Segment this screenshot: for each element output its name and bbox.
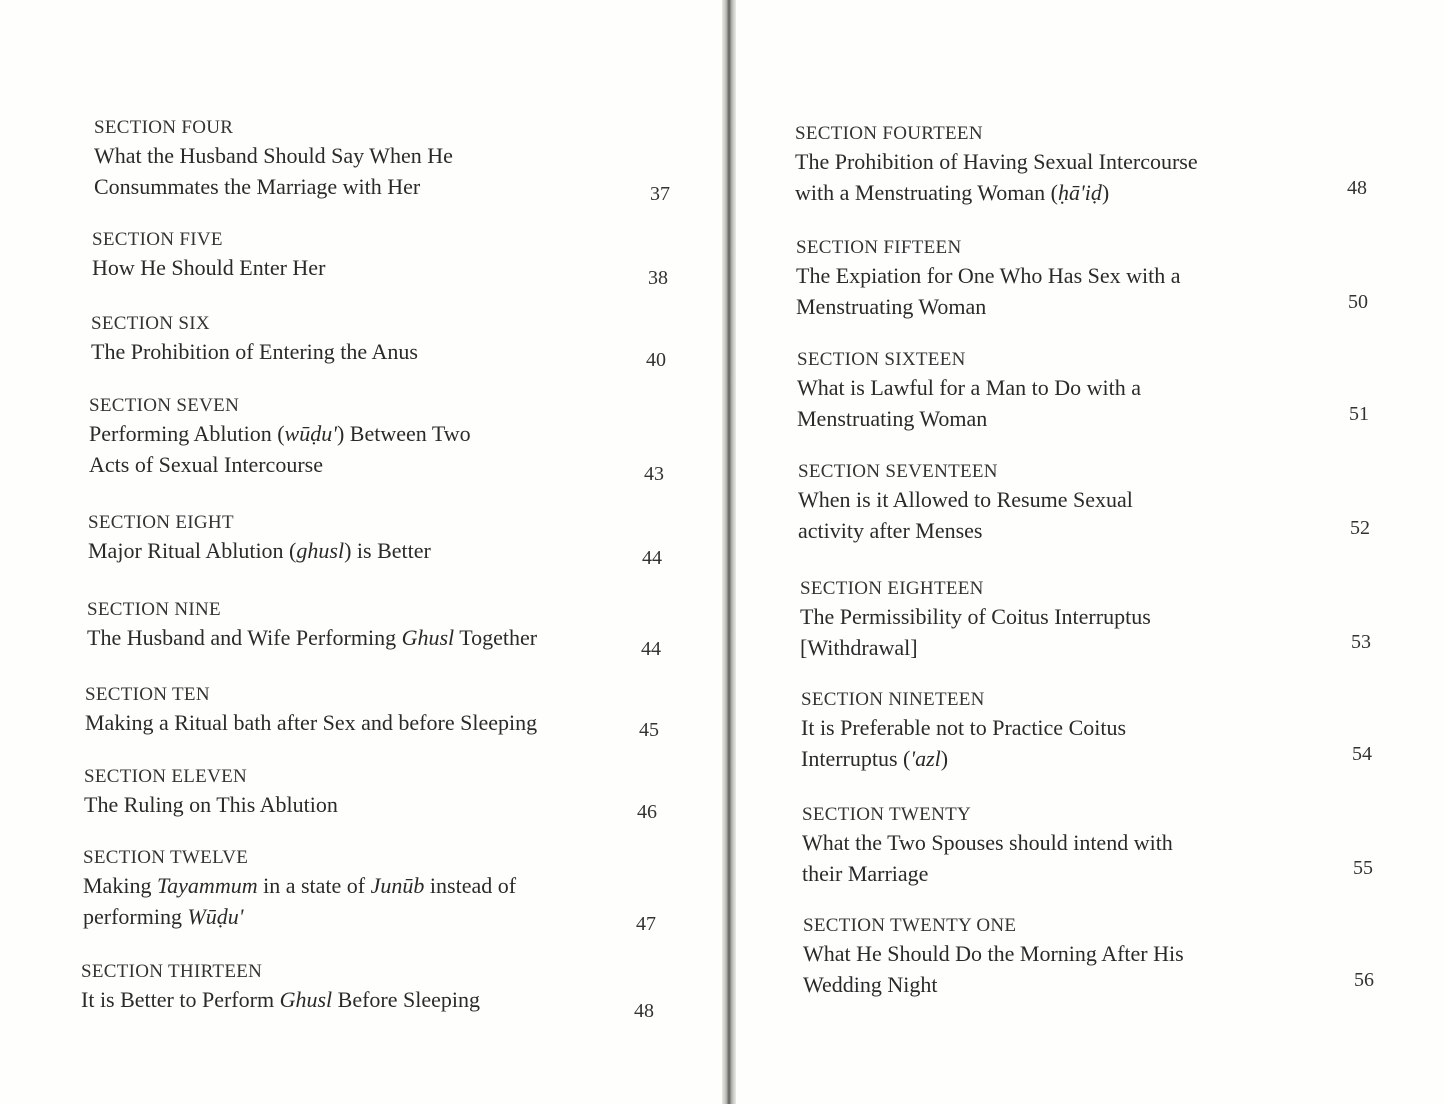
section-heading: SECTION ELEVEN [84, 766, 248, 787]
page-number: 44 [642, 547, 662, 569]
left-page [0, 0, 722, 1104]
toc-entry[interactable] [801, 688, 1126, 774]
title-text: [Withdrawal] [800, 635, 918, 660]
toc-entry[interactable] [89, 394, 471, 480]
right-page [736, 0, 1445, 1104]
title-text: Before Sleeping [332, 987, 480, 1012]
title-text: ) is Better [344, 538, 431, 563]
title-text: Menstruating Woman [796, 294, 987, 319]
title-text: What the Two Spouses should intend with [802, 830, 1173, 855]
toc-entry[interactable] [87, 598, 537, 653]
toc-entry[interactable] [88, 511, 431, 566]
entry-title-line [800, 632, 1151, 663]
section-heading: SECTION EIGHTEEN [800, 578, 984, 599]
toc-entry[interactable] [800, 577, 1151, 663]
title-text: The Prohibition of Entering the Anus [91, 339, 418, 364]
toc-entry[interactable] [795, 122, 1198, 208]
title-text: instead of [424, 873, 517, 898]
title-text: The Prohibition of Having Sexual Intercourse [795, 149, 1198, 174]
section-title [91, 336, 418, 367]
entry-title-line [81, 984, 480, 1015]
title-italic-term: ḥā'iḍ [1058, 180, 1102, 205]
title-text: It is Preferable not to Practice Coitus [801, 715, 1127, 740]
page-number: 38 [648, 267, 668, 289]
title-text: Performing Ablution ( [89, 421, 285, 446]
section-heading: SECTION EIGHT [88, 512, 234, 533]
title-italic-term: 'azl [910, 746, 941, 771]
title-text: When is it Allowed to Resume Sexual [798, 487, 1133, 512]
title-text: How He Should Enter Her [92, 255, 326, 280]
title-italic-term: Ghusl [401, 625, 455, 650]
title-text: The Ruling on This Ablution [84, 792, 338, 817]
page-number: 53 [1351, 631, 1371, 653]
section-heading: SECTION FOUR [94, 117, 234, 138]
title-italic-term: Ghusl [279, 987, 333, 1012]
page-number: 44 [641, 638, 661, 660]
section-title [795, 146, 1198, 208]
entry-title-line [85, 707, 537, 738]
entry-title-line [802, 858, 1173, 889]
entry-title-line [803, 969, 1184, 1000]
section-title [796, 260, 1181, 322]
title-text: Menstruating Woman [797, 406, 988, 431]
title-italic-term: Wūḍu' [187, 904, 244, 929]
section-title [797, 372, 1141, 434]
title-text: performing [83, 904, 188, 929]
title-text: It is Better to Perform [81, 987, 280, 1012]
title-text: Major Ritual Ablution ( [88, 538, 297, 563]
title-italic-term: wūḍu' [284, 421, 337, 446]
section-title [83, 870, 516, 932]
section-title [81, 984, 480, 1015]
toc-entry[interactable] [802, 803, 1173, 889]
entry-title-line [796, 291, 1181, 322]
section-title [84, 789, 338, 820]
title-text: their Marriage [802, 861, 929, 886]
title-text: Acts of Sexual Intercourse [89, 452, 323, 477]
title-text: Interruptus ( [801, 746, 911, 771]
entry-title-line [83, 901, 516, 932]
page-number: 47 [636, 913, 656, 935]
toc-entry[interactable] [84, 765, 338, 820]
entry-title-line [801, 743, 1126, 774]
entry-title-line [94, 140, 453, 171]
section-title [800, 601, 1151, 663]
entry-title-line [803, 938, 1184, 969]
entry-title-line [795, 177, 1198, 208]
entry-title-line [798, 515, 1133, 546]
toc-entry[interactable] [796, 236, 1181, 322]
entry-title-line [795, 146, 1198, 177]
title-text: The Expiation for One Who Has Sex with a [796, 263, 1181, 288]
section-heading: SECTION NINE [87, 599, 221, 620]
entry-title-line [88, 535, 431, 566]
section-heading: SECTION FOURTEEN [795, 123, 983, 144]
title-text: Making a Ritual bath after Sex and before Sleeping [85, 710, 538, 735]
title-text: The Husband and Wife Performing [87, 625, 402, 650]
title-text: with a Menstruating Woman ( [795, 180, 1059, 205]
page-number: 50 [1348, 291, 1368, 313]
section-heading: SECTION NINETEEN [801, 689, 985, 710]
title-text: What is Lawful for a Man to Do with a [797, 375, 1141, 400]
toc-entry[interactable] [92, 228, 325, 283]
section-heading: SECTION THIRTEEN [81, 961, 263, 982]
section-title [85, 707, 537, 738]
section-title [89, 418, 471, 480]
page-number: 40 [646, 349, 666, 371]
entry-title-line [94, 171, 453, 202]
title-text: ) Between Two [336, 421, 471, 446]
entry-title-line [89, 418, 471, 449]
section-heading: SECTION SEVENTEEN [798, 461, 998, 482]
toc-entry[interactable] [83, 846, 516, 932]
entry-title-line [92, 252, 325, 283]
title-italic-term: ghusl [296, 538, 345, 563]
page-number: 45 [639, 719, 659, 741]
page-number: 54 [1352, 743, 1372, 765]
title-text: Making [83, 873, 157, 898]
title-text: What the Husband Should Say When He [94, 143, 453, 168]
page-number: 37 [650, 183, 670, 205]
section-title [94, 140, 453, 202]
title-italic-term: Junūb [370, 873, 425, 898]
page-number: 43 [644, 463, 664, 485]
toc-entry[interactable] [94, 116, 453, 202]
section-heading: SECTION TEN [85, 684, 210, 705]
page-number: 55 [1353, 857, 1373, 879]
toc-entry[interactable] [85, 683, 537, 738]
title-text: activity after Menses [798, 518, 983, 543]
entry-title-line [89, 449, 471, 480]
section-title [92, 252, 325, 283]
section-title [803, 938, 1184, 1000]
title-italic-term: Tayammum [156, 873, 258, 898]
title-text: The Permissibility of Coitus Interruptus [800, 604, 1151, 629]
toc-entry[interactable] [803, 914, 1184, 1000]
entry-title-line [798, 484, 1133, 515]
toc-entry[interactable] [91, 312, 418, 367]
entry-title-line [800, 601, 1151, 632]
page-number: 51 [1349, 403, 1369, 425]
entry-title-line [796, 260, 1181, 291]
page-number: 56 [1354, 969, 1374, 991]
section-heading: SECTION TWENTY ONE [803, 915, 1017, 936]
section-heading: SECTION SEVEN [89, 395, 240, 416]
entry-title-line [797, 403, 1141, 434]
section-heading: SECTION FIFTEEN [796, 237, 962, 258]
entry-title-line [797, 372, 1141, 403]
entry-title-line [91, 336, 418, 367]
section-heading: SECTION FIVE [92, 229, 223, 250]
title-text: Consummates the Marriage with Her [94, 174, 421, 199]
toc-entry[interactable] [797, 348, 1141, 434]
section-heading: SECTION SIXTEEN [797, 349, 966, 370]
entry-title-line [83, 870, 516, 901]
page-number: 46 [637, 801, 657, 823]
entry-title-line [801, 712, 1126, 743]
book-spine [722, 0, 736, 1104]
title-text: What He Should Do the Morning After His [803, 941, 1184, 966]
page-number: 52 [1350, 517, 1370, 539]
toc-entry[interactable] [81, 960, 480, 1015]
title-text: Wedding Night [803, 972, 938, 997]
title-text: in a state of [257, 873, 371, 898]
entry-title-line [87, 622, 537, 653]
section-heading: SECTION SIX [91, 313, 210, 334]
title-text: ) [940, 746, 949, 771]
page-number: 48 [634, 1000, 654, 1022]
section-title [87, 622, 537, 653]
section-heading: SECTION TWELVE [83, 847, 249, 868]
page-number: 48 [1347, 177, 1367, 199]
section-heading: SECTION TWENTY [802, 804, 972, 825]
section-title [801, 712, 1126, 774]
entry-title-line [802, 827, 1173, 858]
section-title [802, 827, 1173, 889]
title-text: ) [1101, 180, 1110, 205]
entry-title-line [84, 789, 338, 820]
title-text: Together [454, 625, 538, 650]
toc-entry[interactable] [798, 460, 1133, 546]
section-title [88, 535, 431, 566]
section-title [798, 484, 1133, 546]
